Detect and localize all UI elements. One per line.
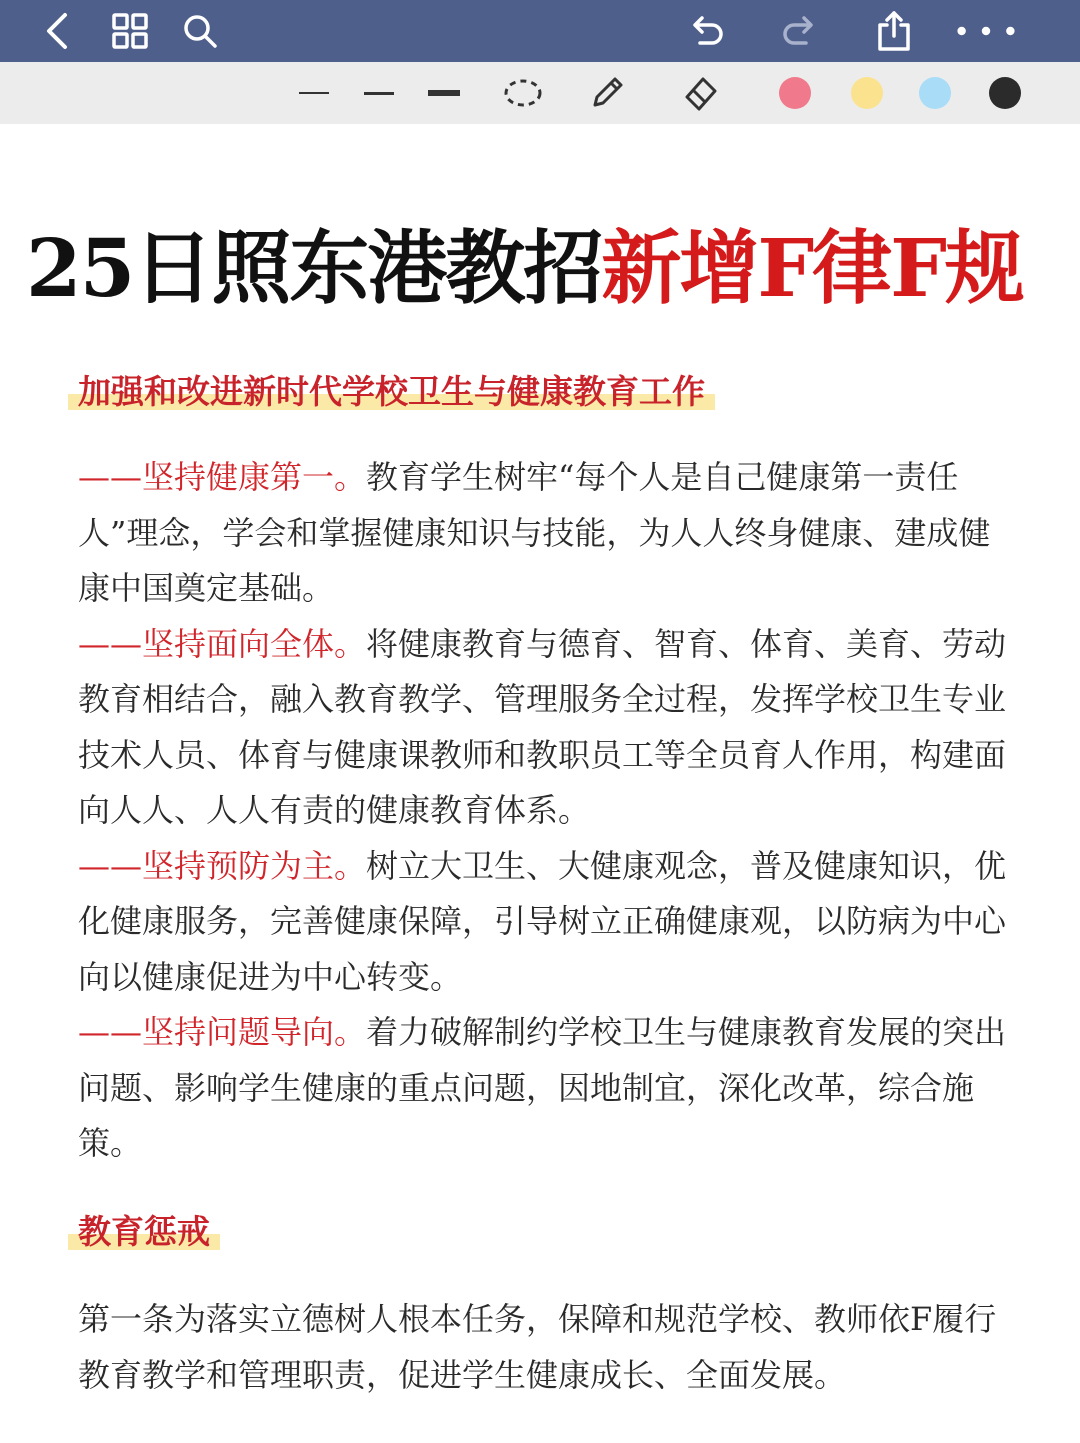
- grid-icon[interactable]: [100, 0, 160, 62]
- section2-body: 第一条为落实立德树人根本任务，保障和规范学校、教师依F履行教育教学和管理职责，促进学生健康成长、全面发展。: [78, 1300, 997, 1394]
- color-blue[interactable]: [918, 62, 952, 124]
- paragraph-body: 教育学生树牢“每个人是自己健康第一责任人”理念，学会和掌握健康知识与技能，为人人终身健康、建成健康中国奠定基础。: [78, 458, 991, 607]
- color-black[interactable]: [988, 62, 1022, 124]
- paragraph-body: 将健康教育与德育、智育、体育、美育、劳动教育相结合，融入教育教学、管理服务全过程，发挥学校卫生专业技术人员、体育与健康课教师和教职员工等全员育人作用，构建面向人人、人人有责的健康教育体系。: [78, 624, 1007, 829]
- paragraph-body: 着力破解制约学校卫生与健康教育发展的突出问题、影响学生健康的重点问题，因地制宜，深化改革，综合施策。: [78, 1013, 1007, 1162]
- paragraph-lead: ——坚持面向全体。: [78, 624, 367, 663]
- thick-line-icon[interactable]: [426, 62, 462, 124]
- title-red-part: 新增F律F规: [601, 221, 1023, 315]
- paragraph: [78, 617, 1008, 839]
- back-icon[interactable]: [28, 0, 88, 62]
- page-title: [26, 220, 1080, 316]
- paragraph-body: 树立大卫生、大健康观念，普及健康知识，优化健康服务，完善健康保障，引导树立正确健康观，以防病为中心向以健康促进为中心转变。: [78, 846, 1007, 996]
- paragraph-lead: ——坚持预防为主。: [78, 846, 367, 885]
- paragraph-lead: ——坚持健康第一。: [78, 458, 367, 496]
- lasso-icon[interactable]: [500, 62, 546, 124]
- thin-line-icon[interactable]: [298, 62, 330, 124]
- share-icon[interactable]: [864, 0, 924, 62]
- medium-line-icon[interactable]: [362, 62, 396, 124]
- redo-icon[interactable]: [770, 0, 830, 62]
- pencil-icon[interactable]: [584, 62, 630, 124]
- paragraph: [78, 839, 1008, 1006]
- section-heading: 教育惩戒: [68, 1212, 220, 1252]
- search-icon[interactable]: [170, 0, 230, 62]
- drawing-toolbar: [0, 62, 1080, 124]
- color-pink[interactable]: [778, 62, 812, 124]
- paragraph: [78, 1005, 1008, 1172]
- eraser-icon[interactable]: [678, 62, 724, 124]
- document-page: [0, 124, 1080, 1443]
- section-heading: 加强和改进新时代学校卫生与健康教育工作: [68, 372, 715, 412]
- more-icon[interactable]: [956, 0, 1016, 62]
- paragraph-lead: ——坚持问题导向。: [78, 1013, 367, 1051]
- paragraph: [78, 450, 1008, 617]
- undo-icon[interactable]: [676, 0, 736, 62]
- color-yellow[interactable]: [850, 62, 884, 124]
- section1-body: [78, 450, 1008, 1172]
- top-navigation-bar: [0, 0, 1080, 62]
- title-black-part: 25日照东港教招: [26, 221, 602, 315]
